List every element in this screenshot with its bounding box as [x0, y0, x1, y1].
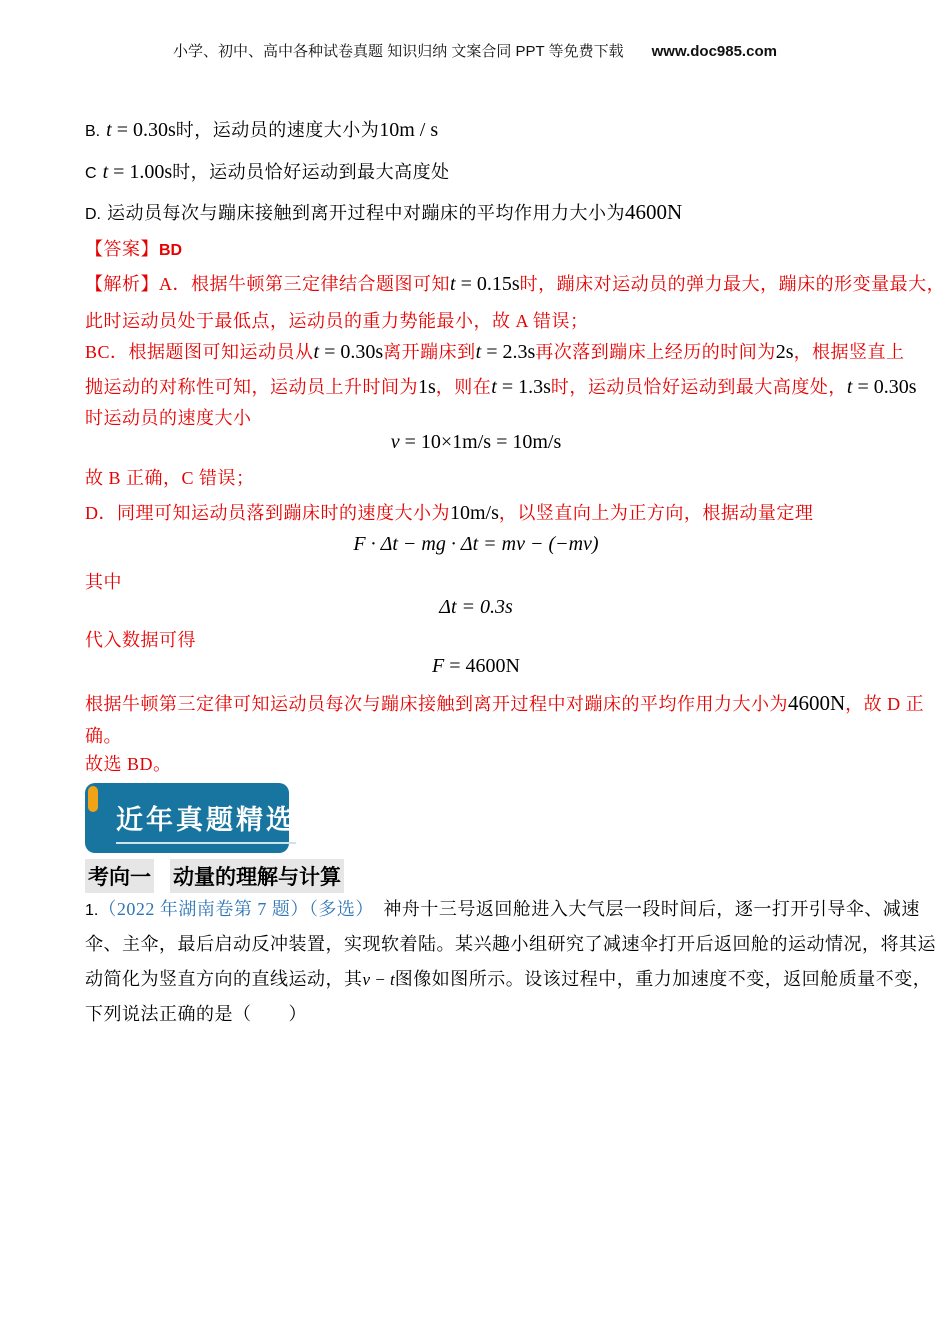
formula-t: t — [106, 119, 112, 141]
option-d-text: 运动员每次与蹦床接触到离开过程中对蹦床的平均作用力大小为 — [107, 203, 625, 223]
question1-text: 动简化为竖直方向的直线运动，其 — [85, 969, 363, 989]
analysis-p9 — [85, 626, 867, 652]
banner-pill-icon — [88, 786, 98, 812]
formula-value: = 1.3s — [496, 376, 551, 398]
option-b-text: 时，运动员的速度大小为 — [175, 120, 380, 140]
question1-line3 — [85, 965, 932, 991]
formula-value: = 0.30s — [852, 376, 917, 398]
analysis-p10 — [85, 690, 925, 716]
formula-duration: 2s — [775, 341, 794, 363]
formula-v-t-graph: v − t — [362, 970, 395, 989]
formula-t: t — [450, 273, 456, 295]
formula-value: = 0.30s — [319, 341, 384, 363]
equation-velocity — [85, 431, 867, 454]
formula-duration: 1s — [418, 376, 436, 398]
formula-v: v — [390, 431, 400, 453]
formula-value: = 0.30s — [111, 119, 176, 141]
analysis-text: 抛运动的对称性可知，运动员上升时间为 — [85, 377, 418, 397]
analysis-p4 — [85, 373, 917, 399]
section-banner — [85, 783, 296, 853]
analysis-text: 根据牛顿第三定律可知运动员每次与蹦床接触到离开过程中对蹦床的平均作用力大小为 — [85, 694, 788, 714]
formula-t: t — [102, 161, 109, 183]
formula-value: = 1.00s — [108, 161, 173, 183]
option-d — [85, 199, 867, 225]
analysis-text: 故 B 正确，C 错误； — [85, 468, 255, 488]
analysis-text: ，根据竖直上 — [793, 342, 905, 362]
formula-impulse-momentum: F · Δt − mg · Δt = mv − (−mv) — [353, 533, 599, 555]
question1-source: （2022 年湖南卷第 7 题）（多选） — [98, 899, 365, 919]
formula-value: = 0.15s — [455, 273, 520, 295]
analysis-p1 — [85, 270, 946, 296]
analysis-text: 离开蹦床到 — [383, 342, 476, 362]
equation-force — [85, 655, 867, 678]
analysis-text: 时运动员的速度大小 — [85, 408, 252, 428]
analysis-text: ，以竖直向上为正方向，根据动量定理 — [498, 503, 814, 523]
option-c — [85, 158, 867, 184]
formula-t: t — [846, 376, 853, 398]
section-heading — [85, 859, 344, 893]
formula-force: 4600N — [788, 691, 846, 715]
section-heading-title: 动量的理解与计算 — [170, 859, 344, 893]
question1-line2 — [85, 930, 936, 956]
question1-number: 1. — [85, 902, 99, 919]
analysis-text: 确。 — [85, 726, 122, 746]
analysis-p12 — [85, 750, 867, 776]
formula-value: = 4600N — [444, 655, 520, 677]
analysis-text: BC．根据题图可知运动员从 — [85, 342, 314, 362]
header-site-url: www.doc985.com — [651, 43, 777, 60]
formula-t: t — [313, 341, 320, 363]
formula-t: t — [491, 376, 497, 398]
analysis-p6 — [85, 464, 867, 490]
formula-value: = 2.3s — [481, 341, 536, 363]
analysis-text: 此时运动员处于最低点，运动员的重力势能最小，故 A 错误； — [85, 311, 589, 331]
question1-text: 图像如图所示。设该过程中，重力加速度不变，返回舱质量不变， — [394, 969, 932, 989]
option-d-label: D. — [85, 206, 101, 223]
equation-delta-t — [85, 596, 867, 619]
option-c-text: 时，运动员恰好运动到最大高度处 — [172, 162, 450, 182]
answer-tag: 【答案】 — [85, 239, 159, 259]
analysis-text: 代入数据可得 — [85, 630, 196, 650]
analysis-p2 — [85, 307, 867, 333]
analysis-text: 故选 BD。 — [85, 754, 172, 774]
option-b — [85, 116, 867, 142]
analysis-p5 — [85, 404, 867, 430]
header-portal-text: 小学、初中、高中各种试卷真题 知识归纳 文案合同 PPT 等免费下载 — [173, 43, 624, 60]
page-header — [0, 40, 950, 61]
formula-t: t — [475, 341, 482, 363]
formula-speed: 10m / s — [379, 119, 439, 141]
answer-line — [85, 235, 867, 261]
analysis-text: D．同理可知运动员落到蹦床时的速度大小为 — [85, 503, 450, 523]
section-heading-number: 考向一 — [85, 859, 154, 893]
question1-line4 — [85, 1000, 867, 1026]
question1-text: 神舟十三号返回舱进入大气层一段时间后，逐一打开引导伞、减速 — [364, 899, 920, 919]
analysis-text: 再次落到蹦床上经历的时间为 — [535, 342, 776, 362]
question1-text: 下列说法正确的是（ ） — [85, 1004, 307, 1024]
analysis-text: ，故 D 正 — [845, 694, 925, 714]
analysis-text: ，则在 — [435, 377, 492, 397]
formula-speed: 10m/s — [450, 502, 499, 524]
banner-title: 近年真题精选 — [116, 798, 296, 844]
analysis-p7 — [85, 499, 867, 525]
question1-line1 — [85, 895, 920, 921]
analysis-p11 — [85, 722, 867, 748]
question1-text: 伞、主伞，最后启动反冲装置，实现软着陆。某兴趣小组研究了减速伞打开后返回舱的运动情况，将其运 — [85, 934, 936, 954]
analysis-p3 — [85, 338, 905, 364]
formula-force: 4600N — [625, 200, 683, 224]
equation-impulse — [85, 533, 867, 556]
analysis-p8 — [85, 568, 867, 594]
analysis-text: A．根据牛顿第三定律结合题图可知 — [159, 274, 450, 294]
analysis-text: 其中 — [85, 572, 122, 592]
answer-value: BD — [159, 242, 183, 259]
analysis-tag: 【解析】 — [85, 274, 159, 294]
formula-value: = 10×1m/s = 10m/s — [399, 431, 562, 453]
formula-delta-t: Δt = 0.3s — [439, 596, 513, 618]
analysis-text: 时，蹦床对运动员的弹力最大，蹦床的形变量最大， — [519, 274, 946, 294]
option-c-label: C — [85, 165, 97, 182]
option-b-label: B. — [85, 123, 101, 140]
analysis-text: 时，运动员恰好运动到最大高度处， — [550, 377, 847, 397]
formula-F: F — [432, 655, 445, 677]
